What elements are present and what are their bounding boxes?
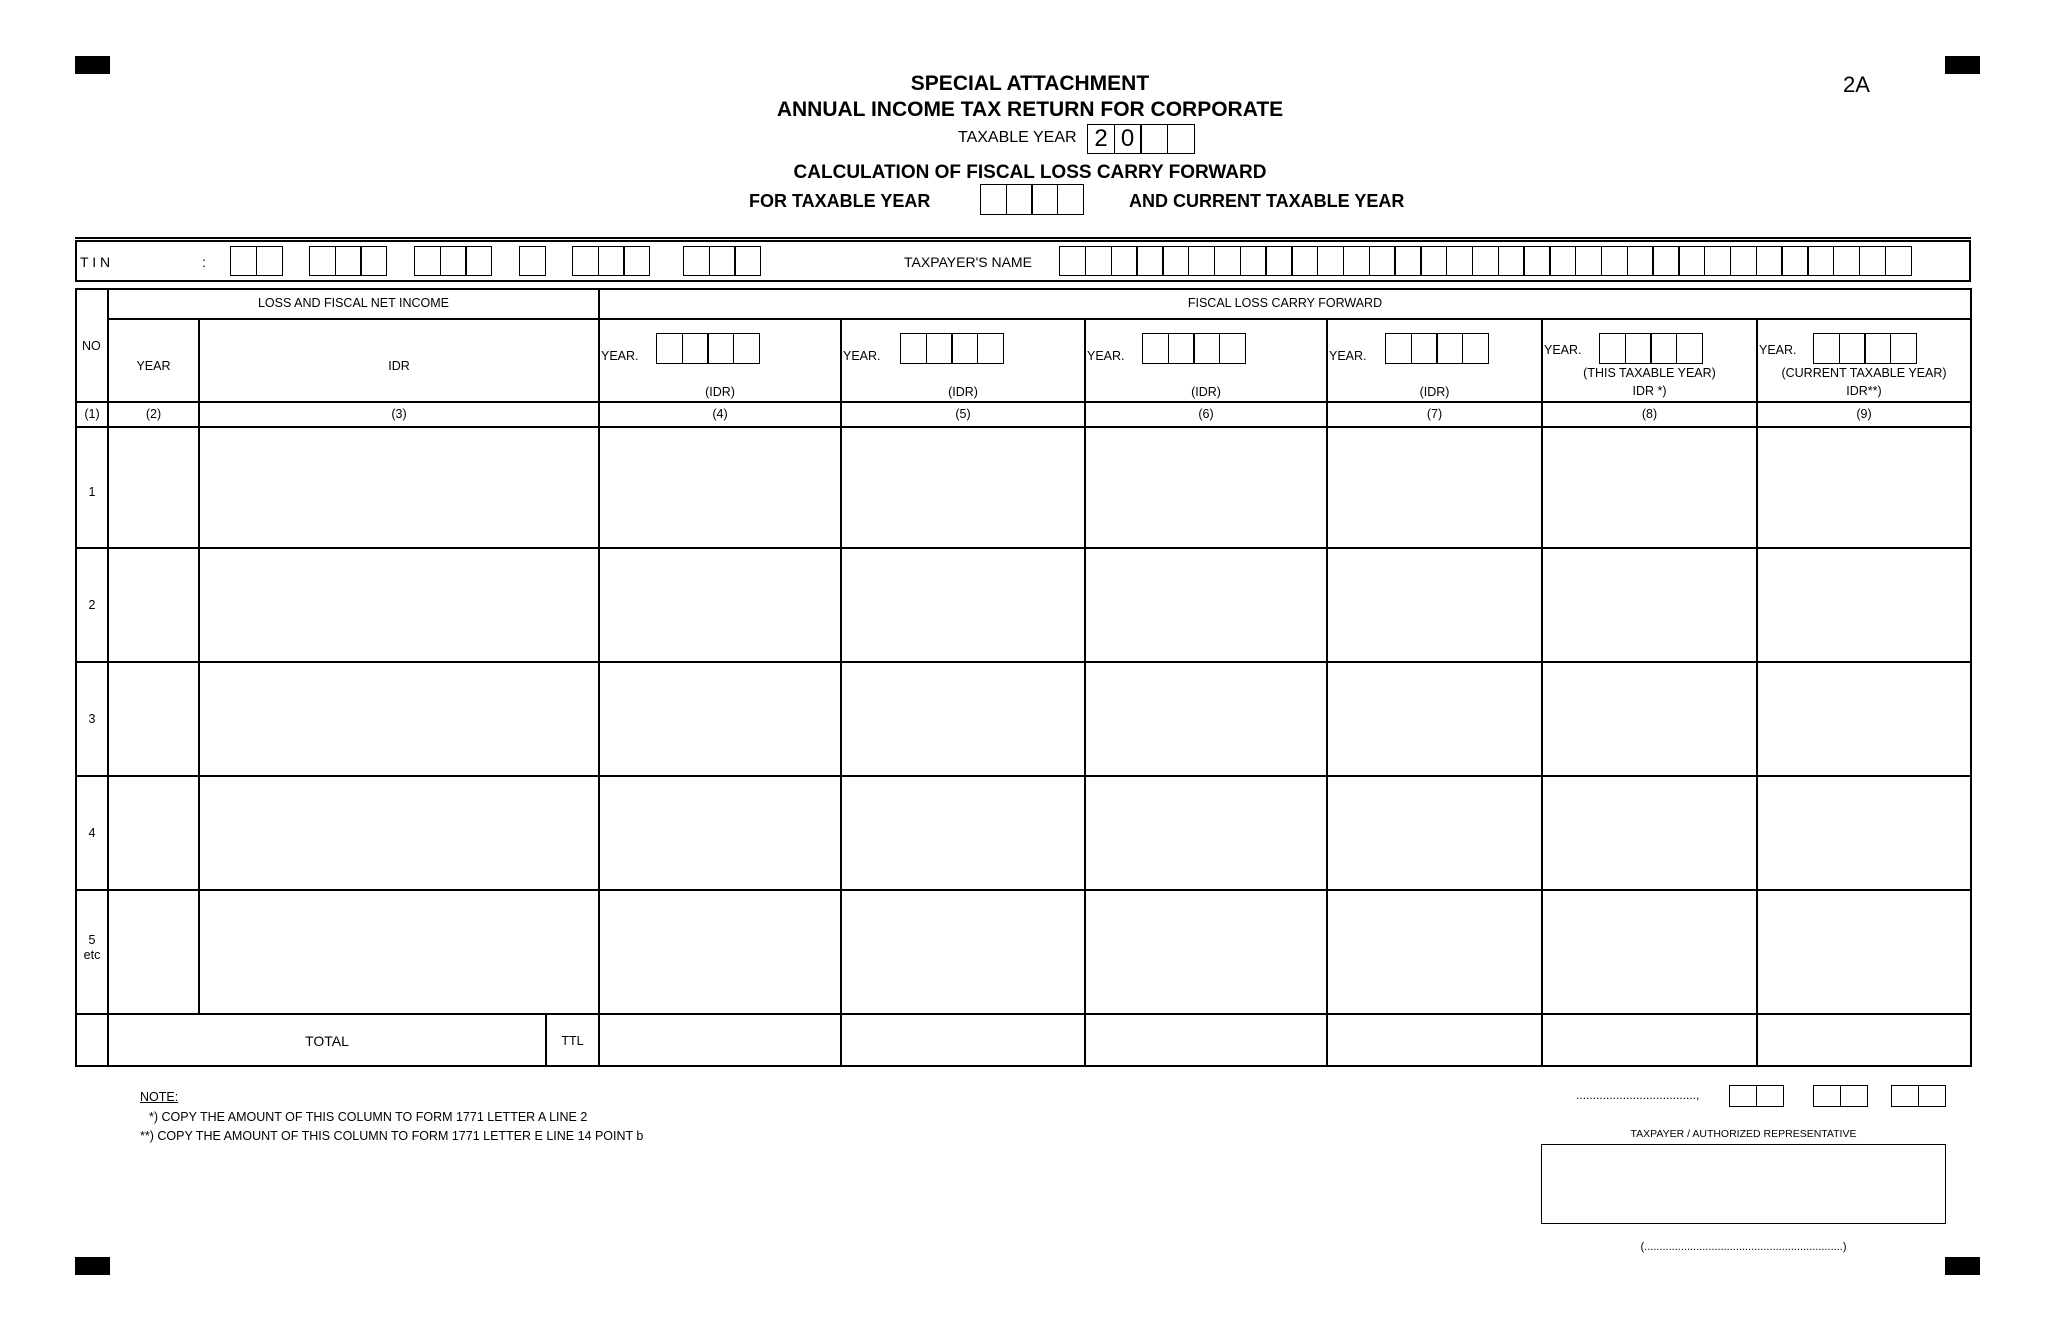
form-subtitle: ANNUAL INCOME TAX RETURN FOR CORPORATE [776, 98, 1284, 121]
row-number: 1 [88, 485, 96, 499]
note-2: **) COPY THE AMOUNT OF THIS COLUMN TO FORM 1771 LETTER E LINE 14 POINT b [140, 1129, 644, 1143]
idr-unit: IDR**) [1846, 384, 1882, 398]
digit-box[interactable] [1168, 333, 1195, 364]
idr-unit: (IDR) [948, 385, 978, 399]
idr-unit: (IDR) [1191, 385, 1221, 399]
col-number: (9) [1856, 407, 1872, 421]
year-header: YEAR [136, 359, 171, 373]
taxpayer-name-label: TAXPAYER'S NAME [904, 254, 1032, 270]
col-number: (4) [712, 407, 728, 421]
year-prefix: YEAR. [1329, 349, 1367, 363]
loss-fiscal-net-income-header: LOSS AND FISCAL NET INCOME [257, 296, 449, 310]
col-number: (2) [145, 407, 162, 421]
year-boxes-col5[interactable] [900, 333, 1002, 364]
digit-box[interactable] [1650, 333, 1677, 364]
digit-box[interactable] [656, 333, 683, 364]
digit-box[interactable] [1462, 333, 1489, 364]
idr-unit: IDR *) [1632, 384, 1667, 398]
year-prefix: YEAR. [843, 349, 881, 363]
col-number: (1) [84, 407, 100, 421]
year-prefix: YEAR. [1544, 343, 1582, 357]
row-number-suffix: etc [83, 948, 101, 962]
col-number: (7) [1426, 407, 1443, 421]
year-boxes-col4[interactable] [656, 333, 758, 364]
row-number: 2 [88, 598, 96, 612]
digit-box[interactable] [1756, 1085, 1784, 1107]
digit-box[interactable] [951, 333, 978, 364]
current-taxable-year-note: (CURRENT TAXABLE YEAR) [1781, 366, 1947, 380]
year-boxes-col6[interactable] [1142, 333, 1244, 364]
digit-box[interactable] [707, 333, 734, 364]
row-number: 3 [88, 712, 96, 726]
digit-box[interactable] [1436, 333, 1463, 364]
digit-box[interactable]: 2 [1087, 124, 1115, 154]
col-number: (5) [955, 407, 971, 421]
this-taxable-year-note: (THIS TAXABLE YEAR) [1583, 366, 1716, 380]
place-dots[interactable]: ...................................., [1576, 1088, 1700, 1102]
year-boxes-col9[interactable] [1813, 333, 1915, 364]
date-year-boxes[interactable] [1891, 1085, 1944, 1107]
digit-box[interactable] [1891, 1085, 1919, 1107]
calc-title: CALCULATION OF FISCAL LOSS CARRY FORWARD [793, 162, 1267, 183]
digit-box[interactable] [733, 333, 760, 364]
note-1: *) COPY THE AMOUNT OF THIS COLUMN TO FORM 1771 LETTER A LINE 2 [149, 1110, 588, 1124]
digit-box[interactable] [926, 333, 953, 364]
digit-box[interactable] [1219, 333, 1246, 364]
idr-header: IDR [388, 359, 410, 373]
digit-box[interactable] [1840, 1085, 1868, 1107]
form-code: 2A [1843, 72, 1870, 97]
digit-box[interactable] [1813, 1085, 1841, 1107]
date-day-boxes[interactable] [1729, 1085, 1782, 1107]
signer-name-dots[interactable]: (.................................................................) [1640, 1241, 1847, 1253]
digit-box[interactable] [1864, 333, 1891, 364]
row-number: 4 [88, 826, 96, 840]
year-boxes-col8[interactable] [1599, 333, 1701, 364]
year-prefix: YEAR. [601, 349, 639, 363]
col-number: (6) [1198, 407, 1214, 421]
digit-box[interactable] [1599, 333, 1626, 364]
fiscal-loss-carry-forward-header: FISCAL LOSS CARRY FORWARD [1187, 296, 1383, 310]
year-boxes-col7[interactable] [1385, 333, 1487, 364]
idr-unit: (IDR) [1419, 385, 1450, 399]
digit-box[interactable]: 0 [1114, 124, 1142, 154]
idr-unit: (IDR) [705, 385, 735, 399]
taxable-year-label: TAXABLE YEAR [958, 129, 1077, 146]
digit-box[interactable] [1142, 333, 1169, 364]
col-number: (8) [1641, 407, 1658, 421]
digit-box[interactable] [1918, 1085, 1946, 1107]
digit-box[interactable] [977, 333, 1004, 364]
col-number: (3) [391, 407, 407, 421]
no-header: NO [82, 339, 101, 353]
digit-box[interactable] [1839, 333, 1866, 364]
tin-label: T I N [80, 254, 111, 270]
digit-box[interactable] [1193, 333, 1220, 364]
for-taxable-year-label: FOR TAXABLE YEAR [749, 191, 931, 211]
year-prefix: YEAR. [1759, 343, 1797, 357]
digit-box[interactable] [1676, 333, 1703, 364]
year-prefix: YEAR. [1087, 349, 1125, 363]
digit-box[interactable] [1411, 333, 1438, 364]
row-number: 5 [88, 933, 96, 947]
digit-box[interactable] [1890, 333, 1917, 364]
digit-box[interactable] [1385, 333, 1412, 364]
tin-colon: : [202, 254, 206, 270]
and-current-taxable-year-label: AND CURRENT TAXABLE YEAR [1129, 191, 1405, 211]
digit-box[interactable] [682, 333, 709, 364]
digit-box[interactable] [1729, 1085, 1757, 1107]
form-title: SPECIAL ATTACHMENT [910, 72, 1150, 95]
total-label: TOTAL [305, 1033, 349, 1049]
ttl-label: TTL [561, 1034, 584, 1048]
note-heading: NOTE: [140, 1090, 179, 1104]
date-month-boxes[interactable] [1813, 1085, 1866, 1107]
digit-box[interactable] [1625, 333, 1652, 364]
representative-label: TAXPAYER / AUTHORIZED REPRESENTATIVE [1630, 1128, 1857, 1140]
digit-box[interactable] [1813, 333, 1840, 364]
signature-box[interactable] [1541, 1144, 1946, 1224]
digit-box[interactable] [900, 333, 927, 364]
